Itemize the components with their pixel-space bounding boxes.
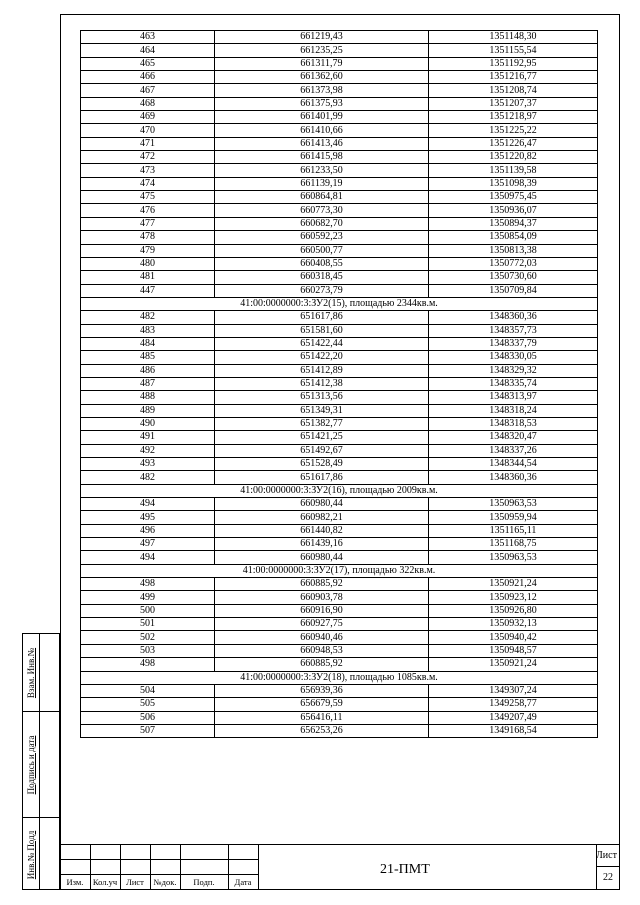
x-coordinate-cell: 661410,66 [215,124,429,137]
x-coordinate-cell: 651421,25 [215,431,429,444]
y-coordinate-cell: 1351148,30 [429,31,598,44]
table-row [81,324,598,337]
y-coordinate-cell: 1348337,26 [429,444,598,457]
point-number-cell: 489 [81,404,215,417]
table-row [81,137,598,150]
y-coordinate-cell: 1351225,22 [429,124,598,137]
y-coordinate-cell: 1351220,82 [429,151,598,164]
x-coordinate-cell: 651422,20 [215,351,429,364]
point-number-cell: 467 [81,84,215,97]
title-block-row-line [596,866,620,867]
x-coordinate-cell: 651313,56 [215,391,429,404]
point-number-cell: 498 [81,578,215,591]
side-label-replacement: Взам. Инв.№ [26,647,36,699]
section-header: 41:00:0000000:3:ЗУ2(17), площадью 322кв.м. [81,564,598,577]
point-number-cell: 493 [81,458,215,471]
point-number-cell: 474 [81,177,215,190]
point-number-cell: 478 [81,231,215,244]
point-number-cell: 465 [81,57,215,70]
table-row [81,431,598,444]
point-number-cell: 506 [81,711,215,724]
y-coordinate-cell: 1348329,32 [429,364,598,377]
x-coordinate-cell: 651617,86 [215,311,429,324]
title-col-change: Изм. [66,877,84,887]
y-coordinate-cell: 1351139,58 [429,164,598,177]
sheet-number: 22 [603,872,613,883]
y-coordinate-cell: 1350894,37 [429,217,598,230]
point-number-cell: 499 [81,591,215,604]
y-coordinate-cell: 1350926,80 [429,604,598,617]
side-stamp-cell-replacement [23,633,39,712]
point-number-cell: 486 [81,364,215,377]
side-stamp [22,633,60,890]
y-coordinate-cell: 1351218,97 [429,111,598,124]
y-coordinate-cell: 1348330,05 [429,351,598,364]
y-coordinate-cell: 1351208,74 [429,84,598,97]
x-coordinate-cell: 661219,43 [215,31,429,44]
table-row [81,364,598,377]
y-coordinate-cell: 1351192,95 [429,57,598,70]
table-row [81,84,598,97]
x-coordinate-cell: 651581,60 [215,324,429,337]
x-coordinate-cell: 660318,45 [215,271,429,284]
y-coordinate-cell: 1348360,36 [429,471,598,484]
x-coordinate-cell: 661415,98 [215,151,429,164]
table-row [81,44,598,57]
point-number-cell: 468 [81,97,215,110]
point-number-cell: 507 [81,724,215,737]
point-number-cell: 488 [81,391,215,404]
section-header: 41:00:0000000:3:ЗУ2(16), площадью 2009кв.м. [81,484,598,497]
point-number-cell: 471 [81,137,215,150]
y-coordinate-cell: 1351207,37 [429,97,598,110]
x-coordinate-cell: 651528,49 [215,458,429,471]
point-number-cell: 475 [81,191,215,204]
x-coordinate-cell: 660927,75 [215,618,429,631]
side-stamp-cell-inventory [23,817,39,891]
x-coordinate-cell: 651422,44 [215,337,429,350]
table-row [81,311,598,324]
title-block-row-line [60,874,258,875]
section-header: 41:00:0000000:3:ЗУ2(15), площадью 2344кв.м. [81,297,598,310]
title-col-signature: Подп. [193,877,215,887]
y-coordinate-cell: 1348335,74 [429,377,598,390]
table-row [81,524,598,537]
table-row [81,97,598,110]
table-row [81,391,598,404]
table-row [81,231,598,244]
document-code: 21-ПМТ [380,862,430,877]
x-coordinate-cell: 660948,53 [215,644,429,657]
title-block-row-line [60,859,258,860]
side-stamp-divider [40,711,59,712]
point-number-cell: 485 [81,351,215,364]
x-coordinate-cell: 656679,59 [215,698,429,711]
table-row [81,578,598,591]
table-row [81,458,598,471]
y-coordinate-cell: 1350963,53 [429,551,598,564]
table-row [81,551,598,564]
table-row [81,698,598,711]
title-col-date: Дата [234,877,252,887]
point-number-cell: 472 [81,151,215,164]
table-row [81,71,598,84]
point-number-cell: 502 [81,631,215,644]
x-coordinate-cell: 661439,16 [215,538,429,551]
x-coordinate-cell: 660980,44 [215,498,429,511]
point-number-cell: 482 [81,471,215,484]
table-row [81,177,598,190]
title-col-doc: №док. [153,877,177,887]
point-number-cell: 476 [81,204,215,217]
table-row [81,204,598,217]
section-header-row [81,484,598,497]
table-row [81,191,598,204]
x-coordinate-cell: 656939,36 [215,684,429,697]
y-coordinate-cell: 1348344,54 [429,458,598,471]
point-number-cell: 505 [81,698,215,711]
point-number-cell: 500 [81,604,215,617]
point-number-cell: 496 [81,524,215,537]
side-stamp-divider [40,817,59,818]
y-coordinate-cell: 1350959,94 [429,511,598,524]
x-coordinate-cell: 651412,38 [215,377,429,390]
coordinates-table [80,30,598,738]
point-number-cell: 469 [81,111,215,124]
point-number-cell: 503 [81,644,215,657]
section-header-row [81,564,598,577]
y-coordinate-cell: 1350813,38 [429,244,598,257]
side-stamp-cell-signature [23,711,39,818]
point-number-cell: 481 [81,271,215,284]
y-coordinate-cell: 1350923,12 [429,591,598,604]
point-number-cell: 463 [81,31,215,44]
x-coordinate-cell: 651349,31 [215,404,429,417]
y-coordinate-cell: 1351098,39 [429,177,598,190]
y-coordinate-cell: 1349168,54 [429,724,598,737]
x-coordinate-cell: 660864,81 [215,191,429,204]
x-coordinate-cell: 660903,78 [215,591,429,604]
point-number-cell: 470 [81,124,215,137]
table-row [81,404,598,417]
y-coordinate-cell: 1351168,75 [429,538,598,551]
x-coordinate-cell: 660682,70 [215,217,429,230]
table-row [81,618,598,631]
x-coordinate-cell: 651412,89 [215,364,429,377]
x-coordinate-cell: 656416,11 [215,711,429,724]
table-row [81,164,598,177]
x-coordinate-cell: 661375,93 [215,97,429,110]
y-coordinate-cell: 1350709,84 [429,284,598,297]
x-coordinate-cell: 661235,25 [215,44,429,57]
table-row [81,257,598,270]
x-coordinate-cell: 660500,77 [215,244,429,257]
table-row [81,724,598,737]
x-coordinate-cell: 651382,77 [215,417,429,430]
table-row [81,498,598,511]
sheet-label: Лист [596,850,617,861]
table-row [81,511,598,524]
table-row [81,684,598,697]
point-number-cell: 484 [81,337,215,350]
point-number-cell: 494 [81,551,215,564]
section-header-row [81,297,598,310]
x-coordinate-cell: 661413,46 [215,137,429,150]
point-number-cell: 473 [81,164,215,177]
x-coordinate-cell: 660940,46 [215,631,429,644]
point-number-cell: 501 [81,618,215,631]
x-coordinate-cell: 651492,67 [215,444,429,457]
side-label-inventory: Инв.№ Подл [26,830,36,879]
y-coordinate-cell: 1348313,97 [429,391,598,404]
x-coordinate-cell: 661311,79 [215,57,429,70]
point-number-cell: 466 [81,71,215,84]
x-coordinate-cell: 661362,60 [215,71,429,84]
table-row [81,31,598,44]
y-coordinate-cell: 1349258,77 [429,698,598,711]
x-coordinate-cell: 651617,86 [215,471,429,484]
table-row [81,284,598,297]
x-coordinate-cell: 660773,30 [215,204,429,217]
point-number-cell: 491 [81,431,215,444]
table-row [81,471,598,484]
x-coordinate-cell: 661233,50 [215,164,429,177]
y-coordinate-cell: 1350948,57 [429,644,598,657]
table-row [81,111,598,124]
point-number-cell: 498 [81,658,215,671]
point-number-cell: 497 [81,538,215,551]
y-coordinate-cell: 1349307,24 [429,684,598,697]
table-row [81,644,598,657]
x-coordinate-cell: 660885,92 [215,578,429,591]
y-coordinate-cell: 1350772,03 [429,257,598,270]
y-coordinate-cell: 1351226,47 [429,137,598,150]
table-row [81,417,598,430]
point-number-cell: 479 [81,244,215,257]
y-coordinate-cell: 1351155,54 [429,44,598,57]
y-coordinate-cell: 1348318,53 [429,417,598,430]
title-col-count: Кол.уч [92,877,118,887]
point-number-cell: 487 [81,377,215,390]
y-coordinate-cell: 1349207,49 [429,711,598,724]
x-coordinate-cell: 660916,90 [215,604,429,617]
point-number-cell: 504 [81,684,215,697]
x-coordinate-cell: 661139,19 [215,177,429,190]
y-coordinate-cell: 1348360,36 [429,311,598,324]
title-col-sheet: Лист [126,877,144,887]
table-row [81,538,598,551]
y-coordinate-cell: 1350940,42 [429,631,598,644]
section-header: 41:00:0000000:3:ЗУ2(18), площадью 1085кв.м. [81,671,598,684]
x-coordinate-cell: 660592,23 [215,231,429,244]
point-number-cell: 482 [81,311,215,324]
point-number-cell: 490 [81,417,215,430]
table-row [81,711,598,724]
x-coordinate-cell: 661401,99 [215,111,429,124]
x-coordinate-cell: 660408,55 [215,257,429,270]
y-coordinate-cell: 1348320,47 [429,431,598,444]
table-row [81,604,598,617]
y-coordinate-cell: 1350730,60 [429,271,598,284]
x-coordinate-cell: 661440,82 [215,524,429,537]
y-coordinate-cell: 1351165,11 [429,524,598,537]
table-row [81,124,598,137]
table-row [81,591,598,604]
point-number-cell: 480 [81,257,215,270]
side-label-signature: Подпись и дата [26,735,36,795]
y-coordinate-cell: 1350975,45 [429,191,598,204]
x-coordinate-cell: 656253,26 [215,724,429,737]
point-number-cell: 477 [81,217,215,230]
side-stamp-labels-column [22,633,40,890]
y-coordinate-cell: 1348357,73 [429,324,598,337]
y-coordinate-cell: 1350921,24 [429,658,598,671]
table-row [81,444,598,457]
point-number-cell: 447 [81,284,215,297]
table-row [81,377,598,390]
table-row [81,337,598,350]
table-row [81,57,598,70]
table-row [81,631,598,644]
y-coordinate-cell: 1350932,13 [429,618,598,631]
table-row [81,271,598,284]
point-number-cell: 495 [81,511,215,524]
x-coordinate-cell: 661373,98 [215,84,429,97]
x-coordinate-cell: 660273,79 [215,284,429,297]
table-row [81,217,598,230]
table-row [81,351,598,364]
point-number-cell: 494 [81,498,215,511]
title-block-divider [258,844,259,890]
y-coordinate-cell: 1348337,79 [429,337,598,350]
y-coordinate-cell: 1350921,24 [429,578,598,591]
point-number-cell: 492 [81,444,215,457]
y-coordinate-cell: 1348318,24 [429,404,598,417]
y-coordinate-cell: 1350854,09 [429,231,598,244]
table-row [81,658,598,671]
table-row [81,151,598,164]
y-coordinate-cell: 1350936,07 [429,204,598,217]
side-stamp-values-column [39,633,60,890]
y-coordinate-cell: 1350963,53 [429,498,598,511]
y-coordinate-cell: 1351216,77 [429,71,598,84]
table-row [81,244,598,257]
x-coordinate-cell: 660980,44 [215,551,429,564]
x-coordinate-cell: 660982,21 [215,511,429,524]
section-header-row [81,671,598,684]
point-number-cell: 483 [81,324,215,337]
point-number-cell: 464 [81,44,215,57]
x-coordinate-cell: 660885,92 [215,658,429,671]
